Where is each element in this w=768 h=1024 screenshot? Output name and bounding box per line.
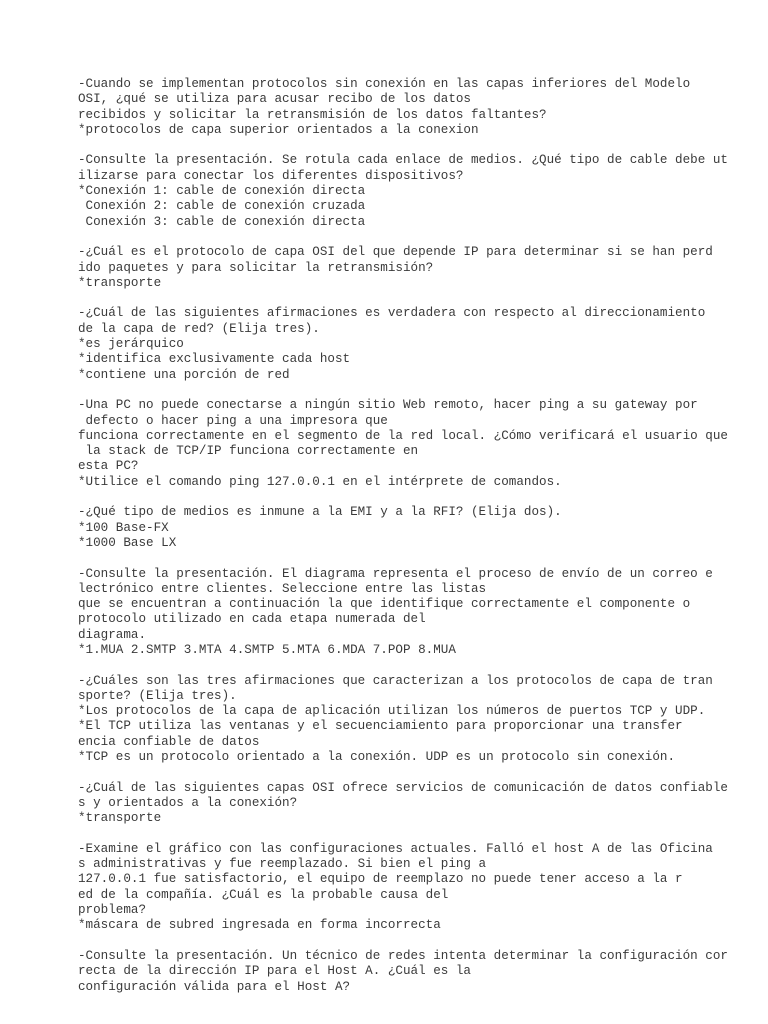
question-text: -Consulte la presentación. El diagrama representa el proceso de envío de un correo e [78, 566, 713, 581]
answer-text: *transporte [78, 811, 162, 826]
answer-text: *contiene una porción de red [78, 367, 290, 382]
text-line: la stack de TCP/IP funciona correctamente en [78, 444, 419, 459]
question-text: -Una PC no puede conectarse a ningún sitio Web remoto, hacer ping a su gateway por [78, 398, 698, 413]
text-line: configuración válida para el Host A? [78, 979, 351, 994]
question-block [78, 781, 758, 827]
answer-text: *máscara de subred ingresada en forma incorrecta [78, 918, 441, 933]
answer-text: *Los protocolos de la capa de aplicación utilizan los números de puertos TCP y UDP. [78, 704, 706, 719]
text-line: funciona correctamente en el segmento de la red local. ¿Cómo verificará el usuario que [78, 428, 728, 443]
answer-text: *es jerárquico [78, 337, 184, 352]
text-line: de la capa de red? (Elija tres). [78, 321, 320, 336]
text-line: diagrama. [78, 627, 147, 642]
text-line: OSI, ¿qué se utiliza para acusar recibo de los datos [78, 92, 471, 107]
answer-text: *Conexión 1: cable de conexión directa [78, 184, 366, 199]
question-block [78, 949, 758, 995]
text-line: ed de la compañía. ¿Cuál es la probable causa del [78, 887, 449, 902]
text-line: defecto o hacer ping a una impresora que [78, 413, 388, 428]
text-line: s administrativas y fue reemplazado. Si bien el ping a [78, 857, 487, 872]
document-body [78, 77, 758, 1010]
text-line: lectrónico entre clientes. Seleccione entre las listas [78, 581, 487, 596]
answer-text: *transporte [78, 275, 162, 290]
question-text: -Consulte la presentación. Se rotula cada enlace de medios. ¿Qué tipo de cable debe ut [78, 153, 728, 168]
question-block [78, 306, 758, 382]
answer-text: *100 Base-FX [78, 520, 169, 535]
text-line: sporte? (Elija tres). [78, 688, 237, 703]
question-text: -Cuando se implementan protocolos sin conexión en las capas inferiores del Modelo [78, 77, 691, 91]
question-text: -¿Qué tipo de medios es inmune a la EMI y a la RFI? (Elija dos). [78, 505, 562, 520]
question-block [78, 505, 758, 551]
text-line: ilizarse para conectar los diferentes dispositivos? [78, 168, 464, 183]
answer-text: *1000 Base LX [78, 535, 177, 550]
question-block [78, 398, 758, 490]
question-text: -¿Cuál de las siguientes capas OSI ofrece servicios de comunicación de datos confiable [78, 780, 728, 795]
question-block [78, 842, 758, 934]
question-text: -Consulte la presentación. Un técnico de redes intenta determinar la configuración cor [78, 948, 728, 963]
answer-text: *protocolos de capa superior orientados a la conexion [78, 122, 479, 137]
text-line: que se encuentran a continuación la que identifique correctamente el componente o [78, 597, 691, 612]
question-text: -¿Cuál de las siguientes afirmaciones es verdadera con respecto al direccionamiento [78, 306, 706, 321]
text-line: Conexión 3: cable de conexión directa [78, 214, 366, 229]
question-block [78, 567, 758, 659]
text-line: Conexión 2: cable de conexión cruzada [78, 199, 366, 214]
text-line: 127.0.0.1 fue satisfactorio, el equipo de reemplazo no puede tener acceso a la r [78, 872, 683, 887]
answer-text: *identifica exclusivamente cada host [78, 352, 351, 367]
text-line: ido paquetes y para solicitar la retransmisión? [78, 260, 434, 275]
question-block [78, 153, 758, 229]
answer-text: *TCP es un protocolo orientado a la conexión. UDP es un protocolo sin conexión. [78, 750, 676, 765]
text-line: recibidos y solicitar la retransmisión de los datos faltantes? [78, 107, 547, 122]
text-line: problema? [78, 903, 147, 918]
text-line: protocolo utilizado en cada etapa numerada del [78, 612, 426, 627]
text-line: esta PC? [78, 459, 139, 474]
question-block [78, 245, 758, 291]
question-text: -¿Cuál es el protocolo de capa OSI del que depende IP para determinar si se han perd [78, 245, 713, 260]
text-line: recta de la dirección IP para el Host A. ¿Cuál es la [78, 964, 471, 979]
text-line: encia confiable de datos [78, 734, 260, 749]
question-text: -¿Cuáles son las tres afirmaciones que caracterizan a los protocolos de capa de tran [78, 673, 713, 688]
answer-text: *Utilice el comando ping 127.0.0.1 en el intérprete de comandos. [78, 474, 562, 489]
answer-text: *1.MUA 2.SMTP 3.MTA 4.SMTP 5.MTA 6.MDA 7.POP 8.MUA [78, 642, 456, 657]
question-block [78, 77, 758, 138]
question-block [78, 674, 758, 766]
question-text: -Examine el gráfico con las configuraciones actuales. Falló el host A de las Oficina [78, 841, 713, 856]
answer-text: *El TCP utiliza las ventanas y el secuenciamiento para proporcionar una transfer [78, 719, 683, 734]
text-line: s y orientados a la conexión? [78, 795, 298, 810]
